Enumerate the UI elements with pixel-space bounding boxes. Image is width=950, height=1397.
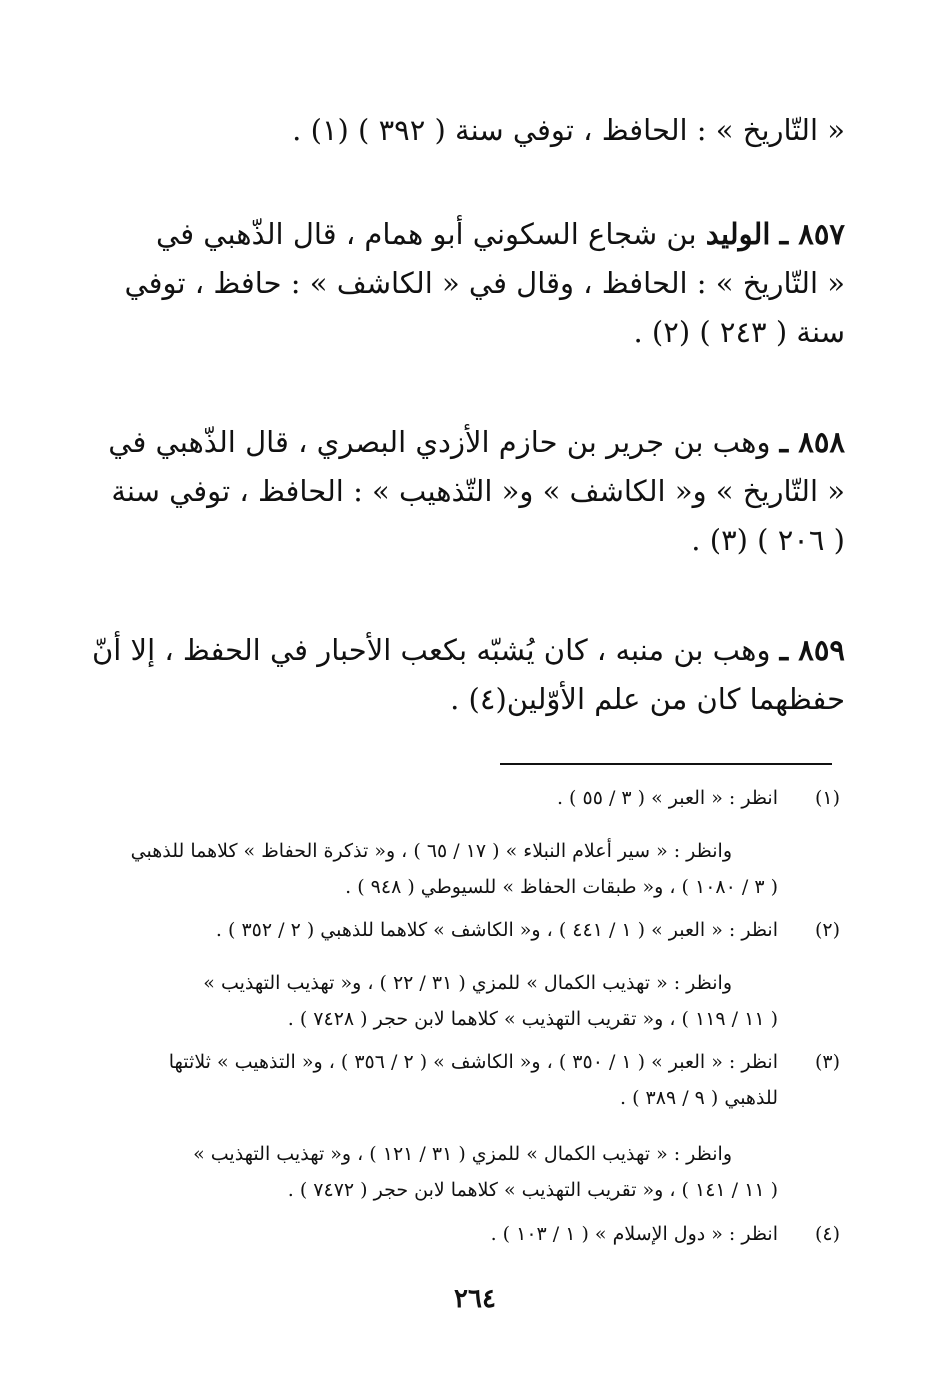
entry-858 (82, 418, 845, 565)
footnote-1b-line-1: وانظر : « سير أعلام النبلاء » ( ١٧ / ٦٥ ) ، و« تذكرة الحفاظ » كلاهما للذهبي (130, 840, 732, 862)
entry-857-line-1 (82, 210, 845, 259)
footnote-2-number: (٢) (814, 919, 840, 941)
entry-857-name: الوليد (705, 217, 771, 251)
entry-859-number: ٨٥٩ ـ (779, 633, 845, 667)
footnote-2 (82, 912, 840, 948)
entry-858-line-2: « التّاريخ » و« الكاشف » و« التّذهيب » : الحافظ ، توفي سنة (111, 474, 845, 508)
footnote-2b-line-1: وانظر : « تهذيب الكمال » للمزي ( ٣١ / ٢٢ ) ، و« تهذيب التهذيب » (203, 972, 732, 994)
footnote-3b-line-2: ( ١١ / ١٤١ ) ، و« تقريب التهذيب » كلاهما لابن حجر ( ٧٤٧٢ ) . (287, 1179, 778, 1201)
footnote-1-continued (82, 833, 840, 905)
footnote-1-text: انظر : « العبر » ( ٣ / ٥٥ ) . (556, 787, 778, 809)
entry-859 (82, 626, 845, 724)
footnote-4-text: انظر : « دول الإسلام » ( ١ / ١٠٣ ) . (490, 1223, 778, 1245)
footnote-3-continued (82, 1136, 840, 1208)
footnote-2-text: انظر : « العبر » ( ١ / ٤٤١ ) ، و« الكاشف » كلاهما للذهبي ( ٢ / ٣٥٢ ) . (215, 919, 778, 941)
entry-858-text-1: وهب بن جرير بن حازم الأزدي البصري ، قال الذّهبي في (108, 425, 771, 459)
entry-857-line-3: سنة ( ٢٤٣ ) (٢) . (633, 315, 845, 349)
footnote-4-number: (٤) (814, 1223, 840, 1245)
footnote-1 (82, 780, 840, 816)
footnote-separator (500, 763, 832, 765)
footnote-1b-line-2: ( ٣ / ١٠٨٠ ) ، و« طبقات الحفاظ » للسيوطي ( ٩٤٨ ) . (345, 876, 778, 898)
entry-857-text-1: بن شجاع السكوني أبو همام ، قال الذّهبي في (156, 217, 697, 251)
intro-line (82, 106, 845, 155)
entry-858-line-1 (82, 418, 845, 467)
entry-859-line-1 (82, 626, 845, 675)
entry-857 (82, 210, 845, 357)
entry-858-number: ٨٥٨ ـ (779, 425, 845, 459)
footnote-3-line-1: انظر : « العبر » ( ١ / ٣٥٠ ) ، و« الكاشف » ( ٢ / ٣٥٦ ) ، و« التذهيب » ثلاثتها (168, 1051, 778, 1073)
entry-857-number: ٨٥٧ ـ (779, 217, 845, 251)
footnote-3-number: (٣) (814, 1051, 840, 1073)
footnote-2-continued (82, 965, 840, 1037)
entry-859-line-2: حفظهما كان من علم الأوّلين(٤) . (450, 682, 845, 716)
entry-859-text-1: وهب بن منبه ، كان يُشبّه بكعب الأحبار في الحفظ ، إلا أنّ (91, 633, 771, 667)
entry-857-line-2: « التّاريخ » : الحافظ ، وقال في « الكاشف » : حافظ ، توفي (124, 266, 845, 300)
footnote-3b-line-1: وانظر : « تهذيب الكمال » للمزي ( ٣١ / ١٢١ ) ، و« تهذيب التهذيب » (193, 1143, 732, 1165)
footnote-3 (82, 1044, 840, 1116)
footnote-1-number: (١) (814, 787, 840, 809)
page-number: ٢٦٤ (454, 1284, 496, 1314)
footnote-2b-line-2: ( ١١ / ١١٩ ) ، و« تقريب التهذيب » كلاهما لابن حجر ( ٧٤٢٨ ) . (287, 1008, 778, 1030)
footnote-3-line-2: للذهبي ( ٩ / ٣٨٩ ) . (620, 1087, 778, 1109)
entry-858-line-3: ( ٢٠٦ ) (٣) . (691, 523, 845, 557)
intro-text: « التّاريخ » : الحافظ ، توفي سنة ( ٣٩٢ ) (١) . (292, 113, 845, 147)
footnote-4 (82, 1216, 840, 1252)
